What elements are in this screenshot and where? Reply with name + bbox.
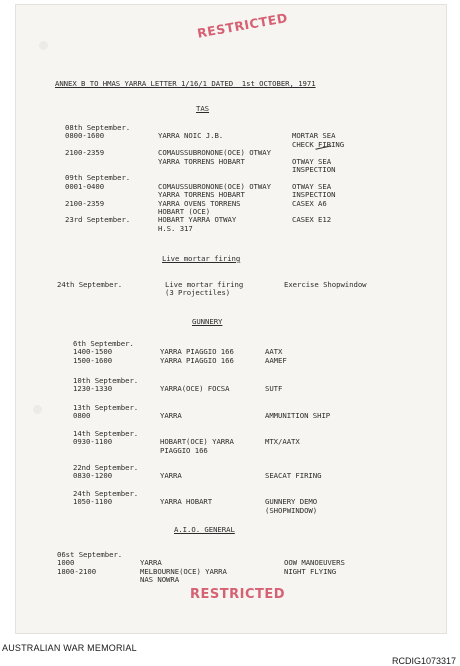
gunnery-row-serial: SUTF	[265, 384, 283, 394]
tas-row-time: 2100-2359	[65, 198, 105, 208]
gunnery-row-serial: GUNNERY DEMO	[265, 497, 318, 507]
gunnery-row-time: 1050-1100	[73, 497, 113, 507]
gunnery-row-time: 13th September.	[73, 403, 139, 412]
gunnery-row-time: 10th September.	[73, 376, 139, 385]
restricted-stamp-top: RESTRICTED	[196, 10, 289, 41]
gunnery-row-time: 1230-1330	[73, 384, 113, 394]
tas-row-serial: OTWAY SEA	[292, 156, 332, 166]
gunnery-row-time: 1400-1500	[73, 347, 113, 357]
punch-hole-bottom	[33, 405, 42, 414]
footer-record-id: RCDIG1073317	[391, 656, 456, 666]
mortar-row-units: Live mortar firing	[165, 280, 244, 289]
gunnery-row-units: YARRA	[160, 411, 182, 421]
aio-row-time: 06st September.	[57, 550, 123, 559]
footer-institution: AUSTRALIAN WAR MEMORIAL	[2, 643, 137, 653]
tas-row-units: YARRA OVENS TORRENS	[158, 198, 241, 208]
tas-row-serial: INSPECTION	[292, 190, 336, 200]
tas-row-serial: OTWAY SEA	[292, 181, 332, 191]
section-heading-aio: A.I.O. GENERAL	[174, 525, 235, 534]
aio-row-units: YARRA	[140, 558, 162, 568]
tas-row-units: H.S. 317	[158, 223, 193, 233]
gunnery-row-serial: (SHOPWINDOW)	[265, 505, 318, 515]
section-heading-gunnery: GUNNERY	[192, 317, 223, 326]
gunnery-row-serial: AMMUNITION SHIP	[265, 411, 331, 421]
gunnery-row-time: 6th September.	[73, 339, 134, 348]
mortar-row-serial: Exercise Shopwindow	[284, 280, 367, 289]
gunnery-row-time: 0800	[73, 411, 91, 421]
gunnery-row-serial: AATX	[265, 347, 283, 357]
document-heading: ANNEX B TO HMAS YARRA LETTER 1/16/1 DATED 1st OCTOBER, 1971	[55, 79, 316, 88]
document-page	[15, 4, 447, 634]
tas-row-units: YARRA TORRENS HOBART	[158, 156, 245, 166]
tas-row-units: HOBART (OCE)	[158, 207, 211, 216]
tas-row-units: HOBART YARRA OTWAY	[158, 215, 237, 225]
section-heading-live-mortar: Live mortar firing	[162, 254, 241, 263]
tas-row-units: YARRA NOIC J.B.	[158, 131, 224, 141]
tas-row-time: 23rd September.	[65, 215, 131, 225]
aio-row-time: 1800-2100	[57, 566, 97, 576]
aio-row-time: 1000	[57, 558, 75, 568]
gunnery-row-time: 1500-1600	[73, 355, 113, 365]
tas-row-units: COMAUSSUBRONONE(OCE) OTWAY	[158, 181, 271, 191]
gunnery-row-serial: MTX/AATX	[265, 437, 300, 447]
gunnery-row-time: 22nd September.	[73, 463, 139, 472]
mortar-row-time: 24th September.	[57, 280, 123, 289]
gunnery-row-units: HOBART(OCE) YARRA	[160, 437, 234, 447]
aio-row-serial: OOW MANOEUVERS	[284, 558, 345, 568]
gunnery-row-time: 24th September.	[73, 489, 139, 498]
tas-row-serial: MORTAR SEA	[292, 131, 336, 141]
gunnery-row-units: YARRA PIAGGIO 166	[160, 355, 234, 365]
tas-row-units: COMAUSSUBRONONE(OCE) OTWAY	[158, 148, 271, 158]
gunnery-row-time: 0830-1200	[73, 471, 113, 481]
tas-row-serial: CASEX A6	[292, 198, 327, 208]
tas-row-time: 0800-1600	[65, 131, 105, 141]
gunnery-row-time: 14th September.	[73, 429, 139, 438]
aio-row-units: MELBOURNE(OCE) YARRA	[140, 566, 227, 576]
aio-row-units: NAS NOWRA	[140, 575, 180, 585]
gunnery-row-serial: AAMEF	[265, 355, 287, 365]
tas-row-serial: CHECK FIRING	[292, 139, 345, 149]
tas-row-time: 2100-2359	[65, 148, 105, 158]
section-heading-tas: TAS	[196, 104, 210, 113]
gunnery-row-time: 0930-1100	[73, 437, 113, 447]
mortar-row-units: (3 Projectiles)	[165, 288, 231, 298]
punch-hole-top	[39, 41, 48, 50]
gunnery-row-units: YARRA(OCE) FOCSA	[160, 384, 230, 394]
gunnery-row-units: YARRA	[160, 471, 182, 481]
gunnery-row-units: YARRA PIAGGIO 166	[160, 347, 234, 357]
gunnery-row-serial: SEACAT FIRING	[265, 471, 322, 481]
tas-row-time: 08th September.	[65, 123, 131, 132]
tas-row-time: 0001-0400	[65, 181, 105, 191]
gunnery-row-units: YARRA HOBART	[160, 497, 213, 507]
gunnery-row-units: PIAGGIO 166	[160, 445, 208, 455]
tas-row-time: 09th September.	[65, 173, 131, 183]
aio-row-serial: NIGHT FLYING	[284, 566, 337, 576]
tas-row-units: YARRA TORRENS HOBART	[158, 190, 245, 200]
tas-row-serial: INSPECTION	[292, 165, 336, 174]
tas-row-serial: CASEX E12	[292, 215, 332, 225]
restricted-stamp-bottom: RESTRICTED	[190, 587, 286, 602]
